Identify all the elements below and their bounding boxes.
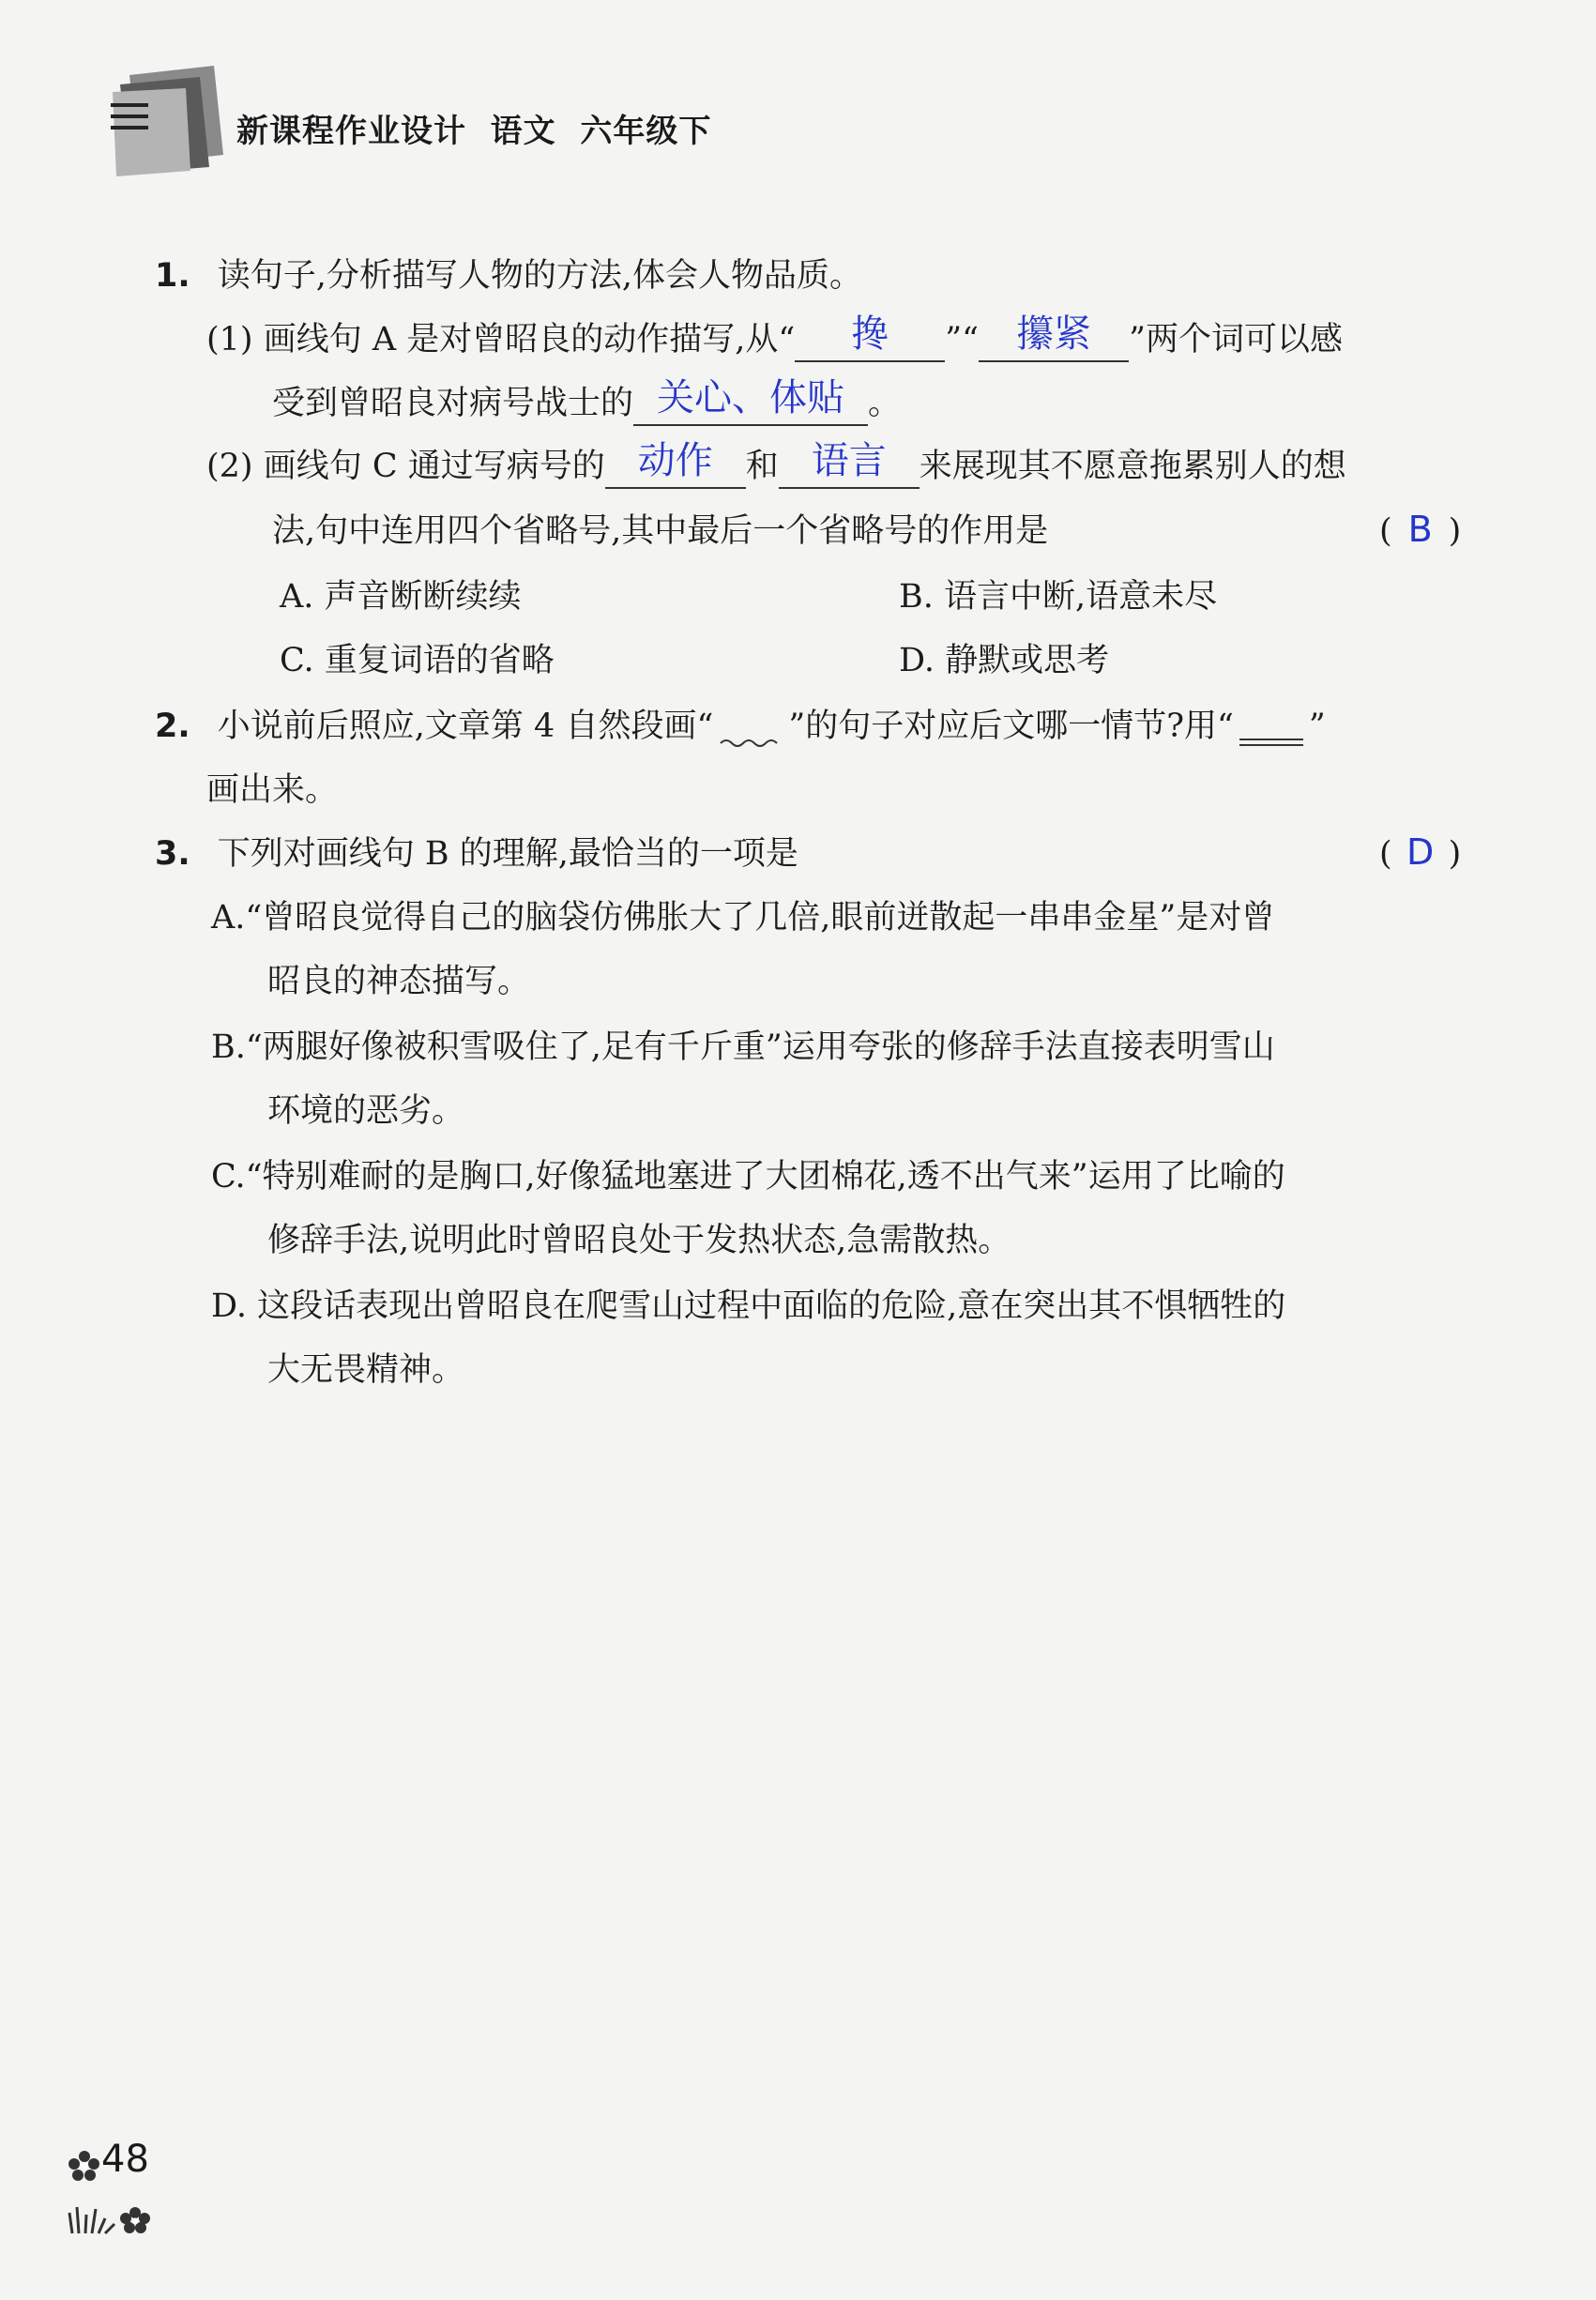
part-text: 画线句 C 通过写病号的 bbox=[263, 448, 605, 485]
answer-blank-5[interactable] bbox=[779, 439, 920, 489]
option-d: D. 静默或思考 bbox=[899, 642, 1110, 679]
answer-blank-4[interactable] bbox=[605, 439, 746, 489]
answer-blank-1[interactable] bbox=[795, 312, 945, 362]
wavy-underline-mark bbox=[713, 706, 788, 749]
q3-option-a-line1: A.“曾昭良觉得自己的脑袋仿佛胀大了几倍,眼前迸散起一串串金星”是对曾 bbox=[211, 899, 1275, 937]
question-2-line2: 画出来。 bbox=[206, 771, 339, 809]
quote-mark: ” bbox=[1308, 708, 1326, 745]
q3-option-b-line1: B.“两腿好像被积雪吸住了,足有千斤重”运用夸张的修辞手法直接表明雪山 bbox=[211, 1028, 1275, 1066]
question-number: 2. bbox=[155, 708, 190, 745]
grass-flower-decoration-icon bbox=[68, 2196, 161, 2238]
option-b: B. 语言中断,语意未尽 bbox=[899, 578, 1218, 616]
q3-option-b-line2: 环境的恶劣。 bbox=[267, 1092, 465, 1130]
q1-part1-line1 bbox=[206, 312, 1343, 362]
question-1 bbox=[155, 253, 862, 298]
paren-left: ( bbox=[1379, 512, 1392, 550]
part-text: 受到曾昭良对病号战士的 bbox=[272, 385, 634, 422]
part-text: 法,句中连用四个省略号,其中最后一个省略号的作用是 bbox=[272, 512, 1049, 550]
part-text: 画线句 A 是对曾昭良的动作描写,从“ bbox=[263, 321, 796, 358]
handwritten-choice: B bbox=[1407, 509, 1433, 550]
option-a: A. 声音断断续续 bbox=[280, 578, 522, 616]
answer-blank-3[interactable] bbox=[633, 376, 868, 426]
q1-part1-line2 bbox=[272, 376, 902, 426]
handwritten-answer: 搀 bbox=[851, 312, 889, 356]
q3-option-c-line2: 修辞手法,说明此时曾昭良处于发热状态,急需散热。 bbox=[267, 1222, 1011, 1259]
handwritten-answer: 语言 bbox=[811, 439, 887, 482]
part-text: 来展现其不愿意拖累别人的想 bbox=[919, 448, 1346, 485]
quote-marks: ”“ bbox=[945, 321, 980, 358]
answer-blank-2[interactable] bbox=[979, 312, 1129, 362]
part-text: 和 bbox=[745, 448, 779, 485]
option-c: C. 重复词语的省略 bbox=[280, 642, 555, 679]
question-number: 1. bbox=[155, 257, 190, 295]
double-underline-mark bbox=[1234, 706, 1309, 749]
question-text: ”的句子对应后文哪一情节?用“ bbox=[788, 708, 1234, 745]
answer-parentheses[interactable] bbox=[1379, 507, 1461, 554]
paren-left: ( bbox=[1379, 835, 1392, 873]
question-text: 下列对画线句 B 的理解,最恰当的一项是 bbox=[217, 835, 798, 873]
part-text: ”两个词可以感 bbox=[1129, 321, 1343, 358]
handwritten-answer: 动作 bbox=[637, 439, 713, 482]
question-text: 读句子,分析描写人物的方法,体会人物品质。 bbox=[217, 257, 863, 295]
q3-option-d-line1: D. 这段话表现出曾昭良在爬雪山过程中面临的危险,意在突出其不惧牺牲的 bbox=[211, 1287, 1286, 1325]
flower-icon bbox=[68, 2149, 101, 2183]
question-text: 小说前后照应,文章第 4 自然段画“ bbox=[217, 708, 714, 745]
answer-parentheses[interactable] bbox=[1379, 830, 1461, 876]
part-label: (2) bbox=[206, 448, 253, 485]
question-2 bbox=[155, 704, 1326, 749]
workbook-title: 新课程作业设计 语文 六年级下 bbox=[236, 113, 712, 150]
question-3 bbox=[155, 831, 798, 876]
q3-option-a-line2: 昭良的神态描写。 bbox=[267, 963, 531, 1000]
q3-option-c-line1: C.“特别难耐的是胸口,好像猛地塞进了大团棉花,透不出气来”运用了比喻的 bbox=[211, 1158, 1285, 1196]
question-number: 3. bbox=[155, 835, 190, 873]
handwritten-answer: 攥紧 bbox=[1016, 312, 1092, 356]
q1-part2-line1 bbox=[206, 439, 1346, 489]
handwritten-choice: D bbox=[1406, 831, 1435, 873]
paren-right: ) bbox=[1448, 512, 1462, 550]
page-number: 48 bbox=[101, 2138, 149, 2181]
paren-right: ) bbox=[1448, 835, 1462, 873]
handwritten-answer: 关心、体贴 bbox=[657, 376, 845, 419]
q3-option-d-line2: 大无畏精神。 bbox=[267, 1351, 465, 1389]
q1-part2-line2 bbox=[272, 509, 1048, 554]
part-label: (1) bbox=[206, 321, 253, 358]
book-stack-icon bbox=[111, 66, 223, 178]
period: 。 bbox=[868, 385, 902, 422]
